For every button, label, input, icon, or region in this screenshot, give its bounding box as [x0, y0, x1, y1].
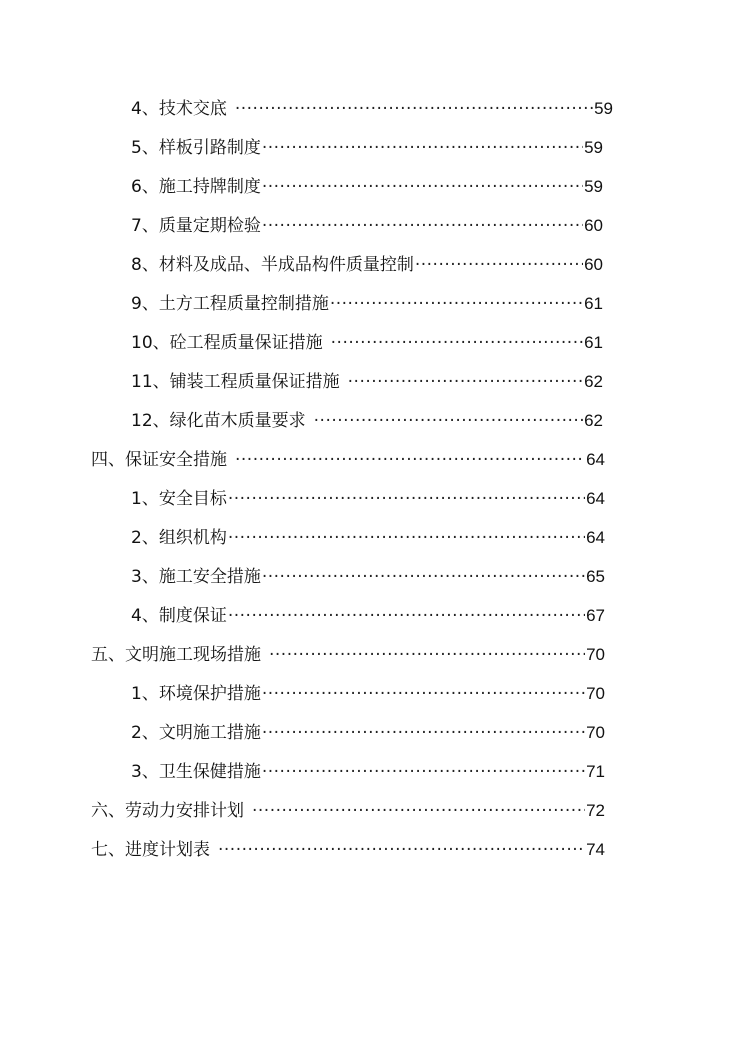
toc-entry-title: 六、劳动力安排计划 — [91, 801, 244, 821]
dot-leader — [262, 563, 585, 591]
toc-entry-title: 七、进度计划表 — [91, 840, 210, 860]
toc-entry-material-quality-control[interactable] — [131, 251, 603, 279]
toc-entry-page-number: 65 — [586, 567, 605, 586]
toc-entry-organization[interactable] — [131, 524, 605, 552]
toc-entry-sample-guidance-system[interactable] — [131, 134, 603, 162]
dot-leader — [262, 134, 583, 162]
toc-entry-page-number: 61 — [584, 333, 603, 352]
toc-entry-title: 2、文明施工措施 — [131, 723, 261, 743]
dot-leader — [235, 446, 585, 474]
dot-leader — [228, 485, 585, 513]
toc-entry-title: 7、质量定期检验 — [131, 216, 261, 236]
dot-leader — [348, 368, 583, 396]
toc-entry-title: 4、制度保证 — [131, 606, 227, 626]
toc-entry-page-number: 71 — [586, 762, 605, 781]
toc-section-schedule-table[interactable] — [91, 836, 605, 864]
dot-leader — [415, 251, 583, 279]
toc-entry-system-guarantee[interactable] — [131, 602, 605, 630]
toc-entry-title: 五、文明施工现场措施 — [91, 645, 261, 665]
toc-entry-title: 12、绿化苗木质量要求 — [131, 411, 306, 431]
toc-entry-page-number: 62 — [584, 372, 603, 391]
dot-leader — [262, 680, 585, 708]
toc-entry-environmental-protection[interactable] — [131, 680, 605, 708]
toc-entry-title: 11、铺装工程质量保证措施 — [131, 372, 340, 392]
toc-entry-page-number: 62 — [584, 411, 603, 430]
toc-entry-page-number: 60 — [584, 216, 603, 235]
toc-entry-concrete-quality-measures[interactable] — [131, 329, 603, 357]
toc-section-civilized-site-measures[interactable] — [91, 641, 605, 669]
toc-entry-title: 9、土方工程质量控制措施 — [131, 294, 329, 314]
toc-entry-page-number: 59 — [584, 177, 603, 196]
toc-entry-page-number: 70 — [586, 723, 605, 742]
toc-entry-title: 8、材料及成品、半成品构件质量控制 — [131, 255, 414, 275]
toc-entry-page-number: 72 — [586, 801, 605, 820]
dot-leader — [330, 290, 583, 318]
dot-leader — [235, 95, 593, 123]
toc-entry-periodic-quality-inspection[interactable] — [131, 212, 603, 240]
dot-leader — [331, 329, 583, 357]
toc-entry-page-number: 70 — [586, 645, 605, 664]
dot-leader — [252, 797, 585, 825]
toc-entry-greening-seedling-requirements[interactable] — [131, 407, 603, 435]
toc-entry-page-number: 64 — [586, 528, 605, 547]
toc-entry-title: 四、保证安全措施 — [91, 450, 227, 470]
toc-entry-construction-safety-measures[interactable] — [131, 563, 605, 591]
toc-entry-safety-goals[interactable] — [131, 485, 605, 513]
toc-entry-page-number: 64 — [586, 450, 605, 469]
toc-entry-title: 5、样板引路制度 — [131, 138, 261, 158]
toc-entry-page-number: 74 — [586, 840, 605, 859]
toc-entry-page-number: 67 — [586, 606, 605, 625]
toc-entry-page-number: 70 — [586, 684, 605, 703]
dot-leader — [228, 602, 585, 630]
toc-entry-construction-license-system[interactable] — [131, 173, 603, 201]
toc-section-safety-measures[interactable] — [91, 446, 605, 474]
dot-leader — [269, 641, 585, 669]
dot-leader — [218, 836, 585, 864]
toc-entry-title: 3、卫生保健措施 — [131, 762, 261, 782]
toc-entry-page-number: 64 — [586, 489, 605, 508]
dot-leader — [262, 212, 583, 240]
toc-entry-paving-quality-measures[interactable] — [131, 368, 603, 396]
dot-leader — [228, 524, 585, 552]
toc-entry-page-number: 59 — [584, 138, 603, 157]
toc-entry-page-number: 60 — [584, 255, 603, 274]
toc-entry-health-care-measures[interactable] — [131, 758, 605, 786]
toc-entry-earthwork-quality-measures[interactable] — [131, 290, 603, 318]
toc-entry-technical-briefing[interactable] — [131, 95, 613, 123]
toc-entry-title: 2、组织机构 — [131, 528, 227, 548]
dot-leader — [262, 758, 585, 786]
toc-entry-title: 1、安全目标 — [131, 489, 227, 509]
toc-entry-title: 6、施工持牌制度 — [131, 177, 261, 197]
dot-leader — [314, 407, 583, 435]
toc-section-labor-plan[interactable] — [91, 797, 605, 825]
toc-entry-page-number: 59 — [594, 99, 613, 118]
toc-entry-title: 1、环境保护措施 — [131, 684, 261, 704]
toc-entry-title: 4、技术交底 — [131, 99, 227, 119]
dot-leader — [262, 173, 583, 201]
toc-entry-title: 3、施工安全措施 — [131, 567, 261, 587]
toc-entry-page-number: 61 — [584, 294, 603, 313]
toc-entry-title: 10、砼工程质量保证措施 — [131, 333, 323, 353]
dot-leader — [262, 719, 585, 747]
toc-entry-civilized-construction[interactable] — [131, 719, 605, 747]
